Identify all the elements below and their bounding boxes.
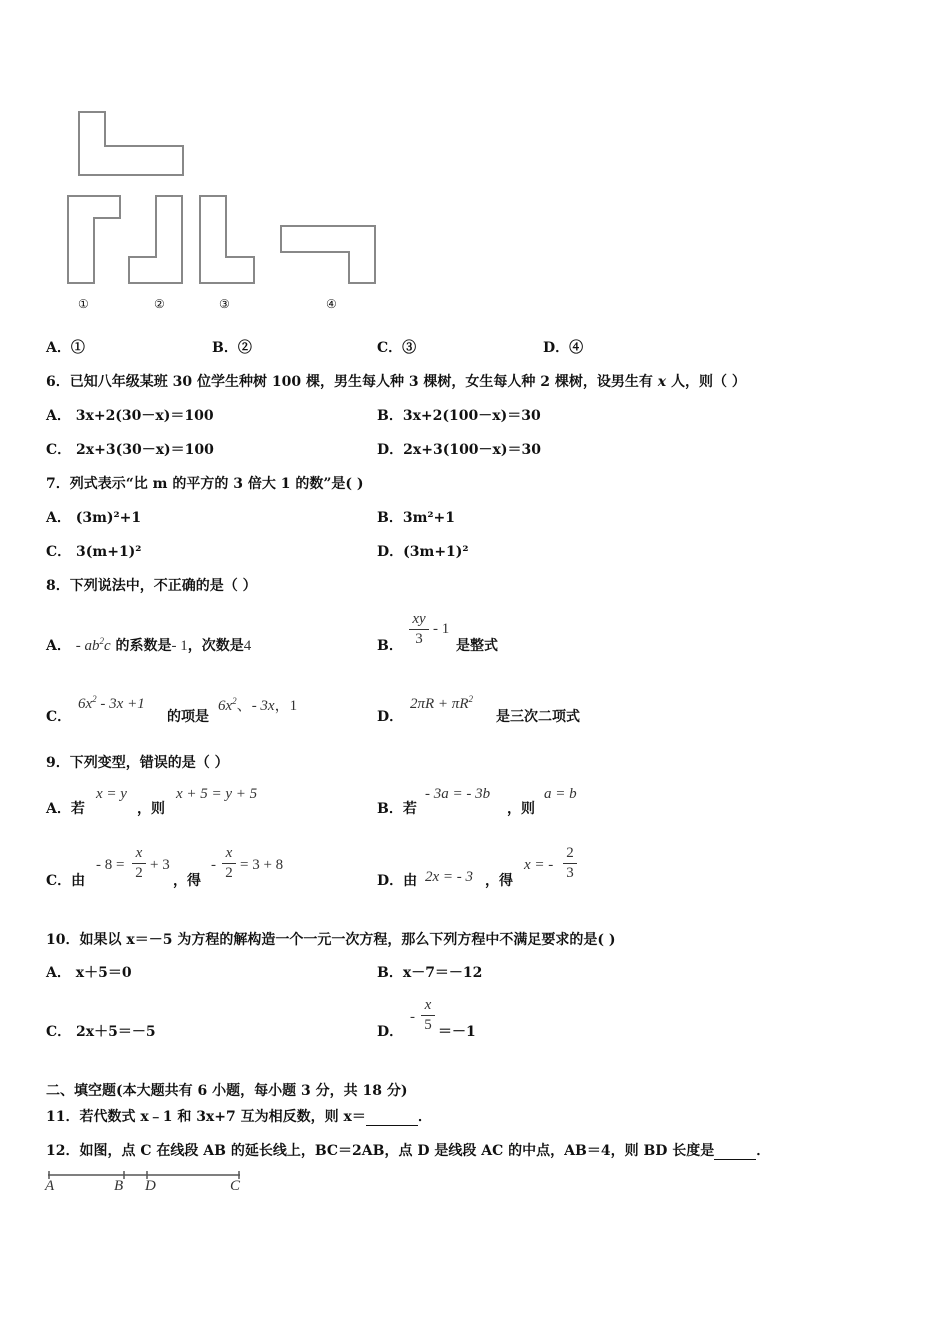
q10-stem: 10．如果以 x＝－5 为方程的解构造一个一元一次方程，那么下列方程中不满足要求的是( ): [46, 932, 616, 948]
top-l-shape: [79, 112, 183, 175]
q10-option-d-letter[interactable]: D．: [377, 1024, 404, 1040]
q9-option-a[interactable]: A．若: [46, 801, 85, 817]
q9-d-frac: 2 3: [563, 845, 577, 882]
q8-d-expr: $2\pi R + \pi R^2$: [410, 694, 473, 712]
q5-option-a[interactable]: A．①: [46, 340, 85, 356]
q7-stem: 7．列式表示“比 m 的平方的 3 倍大 1 的数”是( ): [46, 476, 364, 492]
shape-3: [200, 196, 254, 283]
q5-option-c[interactable]: C．③: [377, 340, 417, 356]
q10-d-pre: -: [410, 1009, 415, 1025]
q8-stem: 8．下列说法中，不正确的是（ ）: [46, 578, 257, 594]
q8-b-text: 是整式: [456, 638, 498, 654]
q9-d-e2: x = -: [524, 857, 554, 873]
q9-option-d[interactable]: D．由: [377, 873, 418, 889]
q9-c-frac1: x 2: [132, 845, 146, 882]
q9-d-t2: ，得: [485, 873, 513, 889]
q9-b-t2: ，则: [507, 801, 535, 817]
figure-label-1: ①: [78, 297, 89, 311]
q5-figure: [60, 105, 390, 320]
q6-stem: 6．已知八年级某班 30 位学生种树 100 棵，男生每人种 3 棵树，女生每人种 2 棵树，设男生有 x 人，则（ ）: [46, 374, 746, 390]
q11-answer-blank[interactable]: [366, 1109, 418, 1126]
point-label-d: D: [145, 1178, 156, 1194]
q8-a-expr: - $ab^2c$: [75, 636, 111, 654]
q5-option-b[interactable]: B．②: [212, 340, 252, 356]
q12: 12．如图，点 C 在线段 AB 的延长线上，BC＝2AB，点 D 是线段 AC 的中点，AB＝4，则 BD 长度是 ．: [46, 1143, 771, 1159]
q9-b-e1: - 3a = - 3b: [425, 786, 491, 802]
point-label-c: C: [230, 1178, 241, 1194]
q12-answer-blank[interactable]: [714, 1143, 756, 1160]
section2-heading: 二、填空题(本大题共有 6 小题，每小题 3 分，共 18 分): [46, 1083, 408, 1099]
q9-a-e2: x + 5 = y + 5: [176, 786, 258, 802]
q5-option-d[interactable]: D．④: [543, 340, 584, 356]
q7-option-b[interactable]: B．3m²+1: [377, 510, 456, 526]
q6-option-a[interactable]: A． 3x+2(30－x)＝100: [46, 408, 214, 424]
q9-c-e2a: -: [211, 857, 216, 873]
q7-option-d[interactable]: D．(3m+1)²: [377, 544, 469, 560]
q10-d-frac: x 5: [421, 997, 435, 1034]
point-label-a: A: [45, 1178, 55, 1194]
q6-option-c[interactable]: C． 2x+3(30－x)＝100: [46, 442, 214, 458]
q11: 11．若代数式 x﹣1 和 3x+7 互为相反数，则 x＝ ．: [46, 1109, 432, 1125]
shape-4: [281, 226, 375, 283]
q8-c-expr: $6x^2 - 3x +1$: [78, 694, 145, 712]
q9-stem: 9．下列变型，错误的是（ ）: [46, 755, 229, 771]
q9-c-t2: ，得: [173, 873, 201, 889]
q9-option-b[interactable]: B．若: [377, 801, 417, 817]
q9-b-e2: a = b: [544, 786, 577, 802]
q9-c-e1a: - 8 =: [96, 857, 125, 873]
q8-option-b-letter[interactable]: B．: [377, 638, 403, 654]
q7-option-c[interactable]: C． 3(m+1)²: [46, 544, 142, 560]
q9-option-c[interactable]: C．由: [46, 873, 86, 889]
q9-c-e1b: + 3: [150, 857, 170, 873]
q9-d-e1: 2x = - 3: [425, 869, 474, 885]
q8-c-terms: $6x^2$、- 3x，1: [218, 696, 298, 714]
figure-label-2: ②: [154, 297, 165, 311]
q10-d-text: ＝－1: [438, 1024, 476, 1040]
q10-option-a[interactable]: A． x＋5＝0: [46, 965, 132, 981]
q9-c-e2b: = 3 + 8: [240, 857, 284, 873]
q8-option-a[interactable]: A． - $ab^2c$ 的系数是- 1，次数是4: [46, 636, 252, 654]
q8-b-fraction: xy 3: [409, 611, 429, 648]
q8-d-text: 是三次二项式: [496, 709, 580, 725]
q8-b-tail: - 1: [433, 621, 450, 637]
q6-option-d[interactable]: D．2x+3(100－x)＝30: [377, 442, 542, 458]
q9-c-frac2: x 2: [222, 845, 236, 882]
q9-a-t2: ，则: [137, 801, 165, 817]
q7-option-a[interactable]: A． (3m)²+1: [46, 510, 142, 526]
figure-label-3: ③: [219, 297, 230, 311]
q9-a-e1: x = y: [96, 786, 127, 802]
q6-option-b[interactable]: B．3x+2(100－x)＝30: [377, 408, 541, 424]
shape-1: [68, 196, 120, 283]
shape-2: [129, 196, 182, 283]
q10-option-c[interactable]: C． 2x＋5＝－5: [46, 1024, 156, 1040]
q8-c-text: 的项是: [167, 709, 209, 725]
figure-label-4: ④: [326, 297, 337, 311]
q8-option-d-letter[interactable]: D．: [377, 709, 404, 725]
point-label-b: B: [114, 1178, 124, 1194]
q8-option-c-letter[interactable]: C．: [46, 709, 72, 725]
q10-option-b[interactable]: B．x－7＝－12: [377, 965, 483, 981]
